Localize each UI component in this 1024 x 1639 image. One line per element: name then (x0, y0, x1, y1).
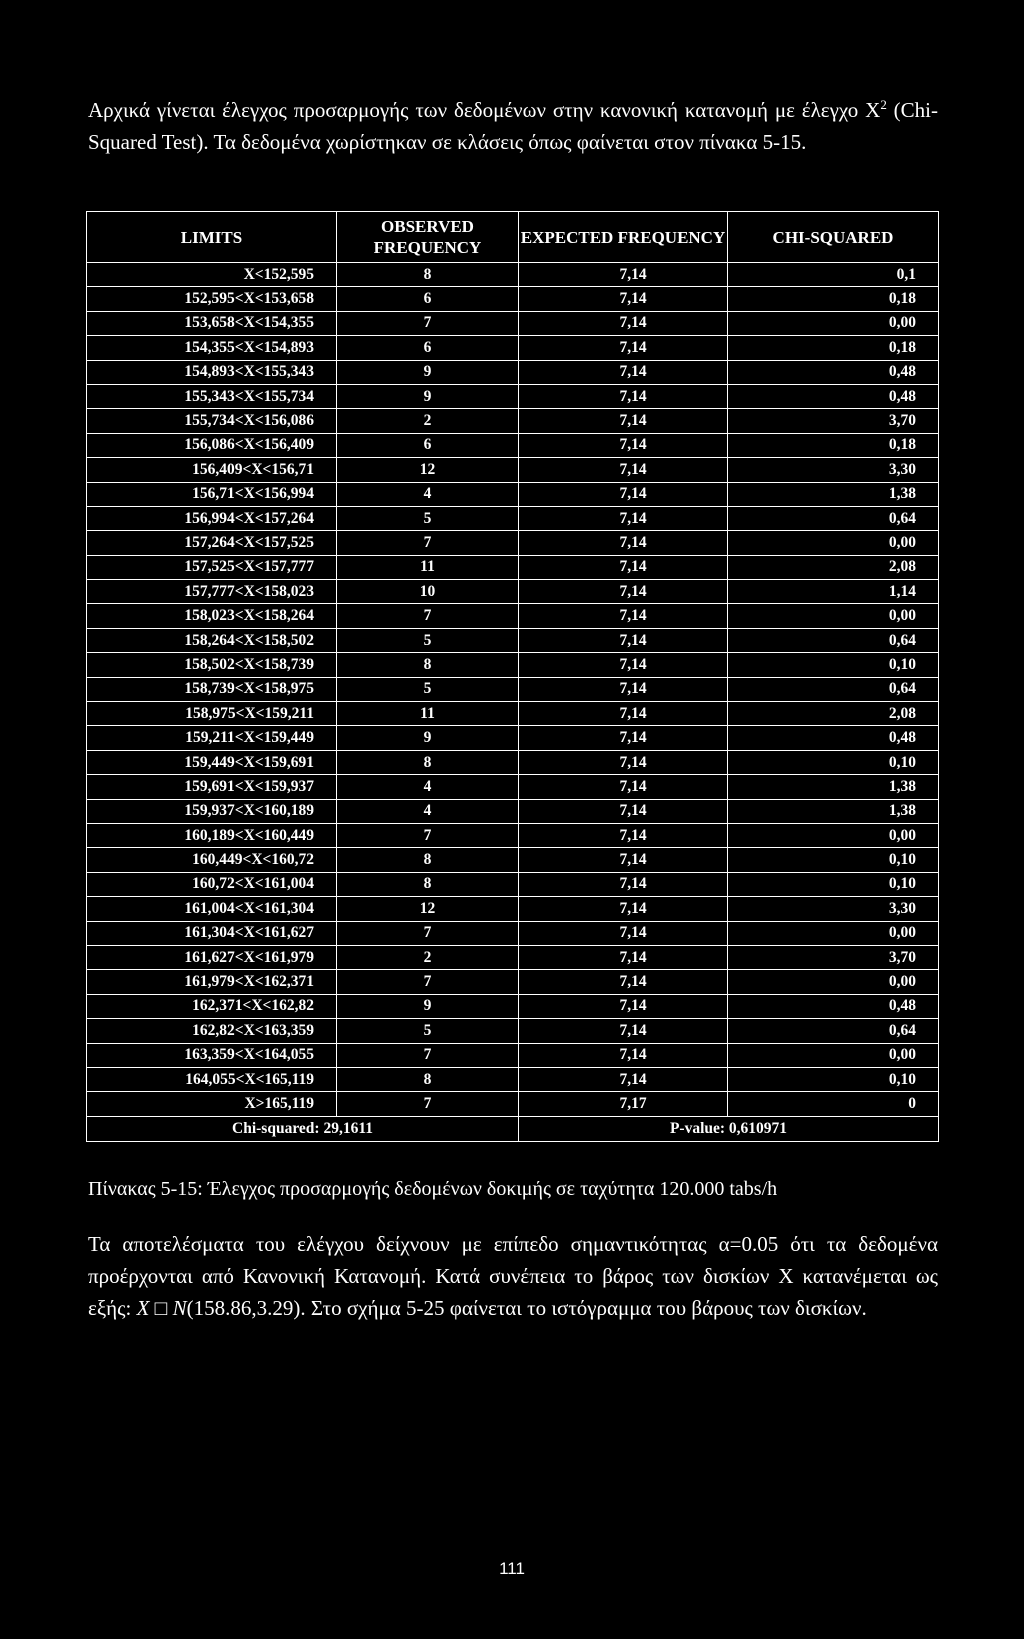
table-row (87, 702, 939, 726)
cell-chi-squared: 0,00 (728, 1043, 939, 1067)
cell-expected: 7,14 (519, 604, 728, 628)
cell-chi-squared: 1,38 (728, 482, 939, 506)
cell-observed: 12 (337, 897, 519, 921)
cell-limits: X>165,119 (87, 1092, 337, 1116)
table-row (87, 1043, 939, 1067)
cell-observed: 9 (337, 726, 519, 750)
cell-expected: 7,14 (519, 677, 728, 701)
cell-limits: 163,359<X<164,055 (87, 1043, 337, 1067)
cell-expected: 7,14 (519, 628, 728, 652)
table-row (87, 604, 939, 628)
cell-chi-squared: 0,10 (728, 653, 939, 677)
table-row (87, 336, 939, 360)
intro-text-1: Αρχικά γίνεται έλεγχος προσαρμογής των δεδομένων στην κανονική κατανομή με έλεγχο Χ (88, 98, 881, 122)
cell-chi-squared: 3,30 (728, 897, 939, 921)
header-limits: LIMITS (87, 212, 337, 263)
cell-expected: 7,14 (519, 945, 728, 969)
table-row (87, 287, 939, 311)
cell-chi-squared: 2,08 (728, 555, 939, 579)
cell-limits: 155,734<X<156,086 (87, 409, 337, 433)
cell-observed: 2 (337, 409, 519, 433)
cell-expected: 7,14 (519, 506, 728, 530)
cell-chi-squared: 0,10 (728, 848, 939, 872)
cell-expected: 7,14 (519, 653, 728, 677)
cell-observed: 8 (337, 750, 519, 774)
cell-expected: 7,14 (519, 823, 728, 847)
table-row (87, 482, 939, 506)
cell-observed: 11 (337, 702, 519, 726)
table-row (87, 360, 939, 384)
cell-chi-squared: 3,30 (728, 458, 939, 482)
cell-limits: 153,658<X<154,355 (87, 311, 337, 335)
chi-squared-table-container (86, 211, 938, 1142)
cell-chi-squared: 2,08 (728, 702, 939, 726)
cell-observed: 8 (337, 872, 519, 896)
cell-observed: 4 (337, 799, 519, 823)
cell-observed: 7 (337, 311, 519, 335)
table-row (87, 799, 939, 823)
table-row (87, 653, 939, 677)
cell-expected: 7,14 (519, 311, 728, 335)
cell-chi-squared: 0,00 (728, 823, 939, 847)
cell-observed: 8 (337, 263, 519, 287)
chi-squared-table (86, 211, 939, 1142)
cell-expected: 7,14 (519, 970, 728, 994)
cell-limits: 159,211<X<159,449 (87, 726, 337, 750)
table-row (87, 458, 939, 482)
cell-limits: 164,055<X<165,119 (87, 1067, 337, 1091)
formula-symbol: □ (149, 1296, 173, 1320)
header-chi-squared: CHI-SQUARED (728, 212, 939, 263)
cell-limits: 158,264<X<158,502 (87, 628, 337, 652)
cell-expected: 7,14 (519, 409, 728, 433)
cell-expected: 7,14 (519, 702, 728, 726)
table-row (87, 970, 939, 994)
cell-chi-squared: 0,64 (728, 1019, 939, 1043)
cell-chi-squared: 0,00 (728, 604, 939, 628)
cell-expected: 7,14 (519, 1067, 728, 1091)
cell-limits: 156,71<X<156,994 (87, 482, 337, 506)
cell-expected: 7,14 (519, 726, 728, 750)
cell-chi-squared: 0,48 (728, 994, 939, 1018)
formula-distribution: N (172, 1296, 187, 1320)
cell-limits: 154,355<X<154,893 (87, 336, 337, 360)
header-observed: OBSERVED FREQUENCY (337, 212, 519, 263)
table-row (87, 384, 939, 408)
cell-limits: 162,82<X<163,359 (87, 1019, 337, 1043)
cell-observed: 9 (337, 994, 519, 1018)
cell-expected: 7,14 (519, 433, 728, 457)
cell-expected: 7,14 (519, 1019, 728, 1043)
cell-limits: X<152,595 (87, 263, 337, 287)
table-row (87, 823, 939, 847)
cell-limits: 154,893<X<155,343 (87, 360, 337, 384)
cell-chi-squared: 0,64 (728, 628, 939, 652)
cell-limits: 158,975<X<159,211 (87, 702, 337, 726)
cell-limits: 161,627<X<161,979 (87, 945, 337, 969)
cell-observed: 11 (337, 555, 519, 579)
cell-limits: 158,502<X<158,739 (87, 653, 337, 677)
table-row (87, 409, 939, 433)
cell-expected: 7,14 (519, 360, 728, 384)
table-row (87, 945, 939, 969)
cell-observed: 5 (337, 677, 519, 701)
cell-expected: 7,14 (519, 1043, 728, 1067)
cell-chi-squared: 0,48 (728, 384, 939, 408)
cell-limits: 156,994<X<157,264 (87, 506, 337, 530)
table-row (87, 1019, 939, 1043)
table-row (87, 775, 939, 799)
cell-limits: 159,691<X<159,937 (87, 775, 337, 799)
cell-chi-squared: 0 (728, 1092, 939, 1116)
cell-expected: 7,14 (519, 897, 728, 921)
table-row (87, 1067, 939, 1091)
cell-limits: 158,023<X<158,264 (87, 604, 337, 628)
cell-observed: 9 (337, 384, 519, 408)
cell-observed: 2 (337, 945, 519, 969)
cell-observed: 10 (337, 580, 519, 604)
cell-chi-squared: 0,1 (728, 263, 939, 287)
cell-chi-squared: 1,14 (728, 580, 939, 604)
cell-limits: 157,525<X<157,777 (87, 555, 337, 579)
cell-chi-squared: 3,70 (728, 409, 939, 433)
cell-observed: 8 (337, 848, 519, 872)
cell-expected: 7,14 (519, 263, 728, 287)
table-row (87, 872, 939, 896)
cell-expected: 7,14 (519, 580, 728, 604)
table-body (87, 263, 939, 1117)
intro-superscript: 2 (880, 97, 887, 112)
cell-chi-squared: 0,48 (728, 726, 939, 750)
cell-limits: 160,449<X<160,72 (87, 848, 337, 872)
table-row (87, 750, 939, 774)
cell-limits: 159,937<X<160,189 (87, 799, 337, 823)
cell-observed: 8 (337, 653, 519, 677)
table-row (87, 848, 939, 872)
cell-observed: 7 (337, 604, 519, 628)
intro-paragraph (88, 94, 938, 158)
cell-observed: 6 (337, 433, 519, 457)
cell-observed: 7 (337, 921, 519, 945)
table-row (87, 726, 939, 750)
header-expected: EXPECTED FREQUENCY (519, 212, 728, 263)
cell-chi-squared: 0,10 (728, 750, 939, 774)
cell-limits: 161,004<X<161,304 (87, 897, 337, 921)
table-summary-row (87, 1116, 939, 1141)
cell-observed: 6 (337, 287, 519, 311)
cell-observed: 5 (337, 1019, 519, 1043)
table-header-row (87, 212, 939, 263)
cell-observed: 7 (337, 1043, 519, 1067)
cell-observed: 7 (337, 531, 519, 555)
cell-chi-squared: 0,00 (728, 531, 939, 555)
cell-expected: 7,14 (519, 531, 728, 555)
cell-chi-squared: 0,00 (728, 970, 939, 994)
cell-limits: 161,979<X<162,371 (87, 970, 337, 994)
cell-expected: 7,14 (519, 458, 728, 482)
cell-limits: 155,343<X<155,734 (87, 384, 337, 408)
table-row (87, 677, 939, 701)
cell-observed: 7 (337, 970, 519, 994)
conclusion-text-2: . Στο σχήμα 5-25 φαίνεται το ιστόγραμμα του βάρους των δισκίων. (300, 1296, 867, 1320)
cell-expected: 7,14 (519, 287, 728, 311)
table-row (87, 433, 939, 457)
cell-expected: 7,17 (519, 1092, 728, 1116)
cell-observed: 9 (337, 360, 519, 384)
conclusion-text-1: Τα αποτελέσματα του ελέγχου δείχνουν με επίπεδο σημαντικότητας α=0.05 ότι τα δεδομένα προέρχονται από Κανονική Κατανομή. Κατά συνέπεια το βάρος των δισκίων Χ κατανέμεται ως εξής: (88, 1232, 938, 1320)
table-row (87, 897, 939, 921)
table-row (87, 994, 939, 1018)
cell-expected: 7,14 (519, 775, 728, 799)
cell-observed: 7 (337, 1092, 519, 1116)
cell-limits: 157,264<X<157,525 (87, 531, 337, 555)
cell-expected: 7,14 (519, 482, 728, 506)
cell-observed: 8 (337, 1067, 519, 1091)
cell-chi-squared: 0,18 (728, 287, 939, 311)
formula-arguments: (158.86,3.29) (186, 1296, 301, 1320)
cell-expected: 7,14 (519, 384, 728, 408)
cell-limits: 160,72<X<161,004 (87, 872, 337, 896)
page-number: 111 (499, 1559, 525, 1578)
cell-expected: 7,14 (519, 799, 728, 823)
table-row (87, 263, 939, 287)
cell-limits: 152,595<X<153,658 (87, 287, 337, 311)
cell-expected: 7,14 (519, 994, 728, 1018)
cell-chi-squared: 1,38 (728, 775, 939, 799)
formula-variable: X (136, 1296, 150, 1320)
cell-chi-squared: 1,38 (728, 799, 939, 823)
cell-limits: 156,409<X<156,71 (87, 458, 337, 482)
table-row (87, 1092, 939, 1116)
table-row (87, 506, 939, 530)
cell-observed: 12 (337, 458, 519, 482)
cell-observed: 4 (337, 775, 519, 799)
cell-observed: 4 (337, 482, 519, 506)
table-row (87, 311, 939, 335)
cell-chi-squared: 0,00 (728, 921, 939, 945)
table-row (87, 555, 939, 579)
table-row (87, 580, 939, 604)
table-caption: Πίνακας 5-15: Έλεγχος προσαρμογής δεδομένων δοκιμής σε ταχύτητα 120.000 tabs/h (88, 1178, 778, 1200)
cell-observed: 5 (337, 628, 519, 652)
cell-limits: 161,304<X<161,627 (87, 921, 337, 945)
cell-expected: 7,14 (519, 750, 728, 774)
table-row (87, 921, 939, 945)
cell-observed: 7 (337, 823, 519, 847)
cell-limits: 159,449<X<159,691 (87, 750, 337, 774)
conclusion-paragraph (88, 1228, 938, 1324)
cell-limits: 162,371<X<162,82 (87, 994, 337, 1018)
cell-expected: 7,14 (519, 555, 728, 579)
cell-limits: 156,086<X<156,409 (87, 433, 337, 457)
cell-chi-squared: 0,64 (728, 677, 939, 701)
cell-observed: 6 (337, 336, 519, 360)
cell-expected: 7,14 (519, 872, 728, 896)
cell-limits: 157,777<X<158,023 (87, 580, 337, 604)
cell-limits: 158,739<X<158,975 (87, 677, 337, 701)
table-row (87, 628, 939, 652)
cell-chi-squared: 3,70 (728, 945, 939, 969)
chi-squared-total: Chi-squared: 29,1611 (87, 1116, 519, 1141)
cell-chi-squared: 0,10 (728, 872, 939, 896)
cell-expected: 7,14 (519, 848, 728, 872)
intro-text-2: (Chi-Squared Test). Τα δεδομένα χωρίστηκαν σε κλάσεις όπως φαίνεται στον πίνακα 5-15. (88, 98, 939, 154)
cell-chi-squared: 0,00 (728, 311, 939, 335)
cell-expected: 7,14 (519, 336, 728, 360)
cell-expected: 7,14 (519, 921, 728, 945)
cell-chi-squared: 0,10 (728, 1067, 939, 1091)
cell-chi-squared: 0,48 (728, 360, 939, 384)
cell-chi-squared: 0,64 (728, 506, 939, 530)
cell-chi-squared: 0,18 (728, 433, 939, 457)
p-value: P-value: 0,610971 (519, 1116, 939, 1141)
cell-limits: 160,189<X<160,449 (87, 823, 337, 847)
table-row (87, 531, 939, 555)
cell-observed: 5 (337, 506, 519, 530)
cell-chi-squared: 0,18 (728, 336, 939, 360)
